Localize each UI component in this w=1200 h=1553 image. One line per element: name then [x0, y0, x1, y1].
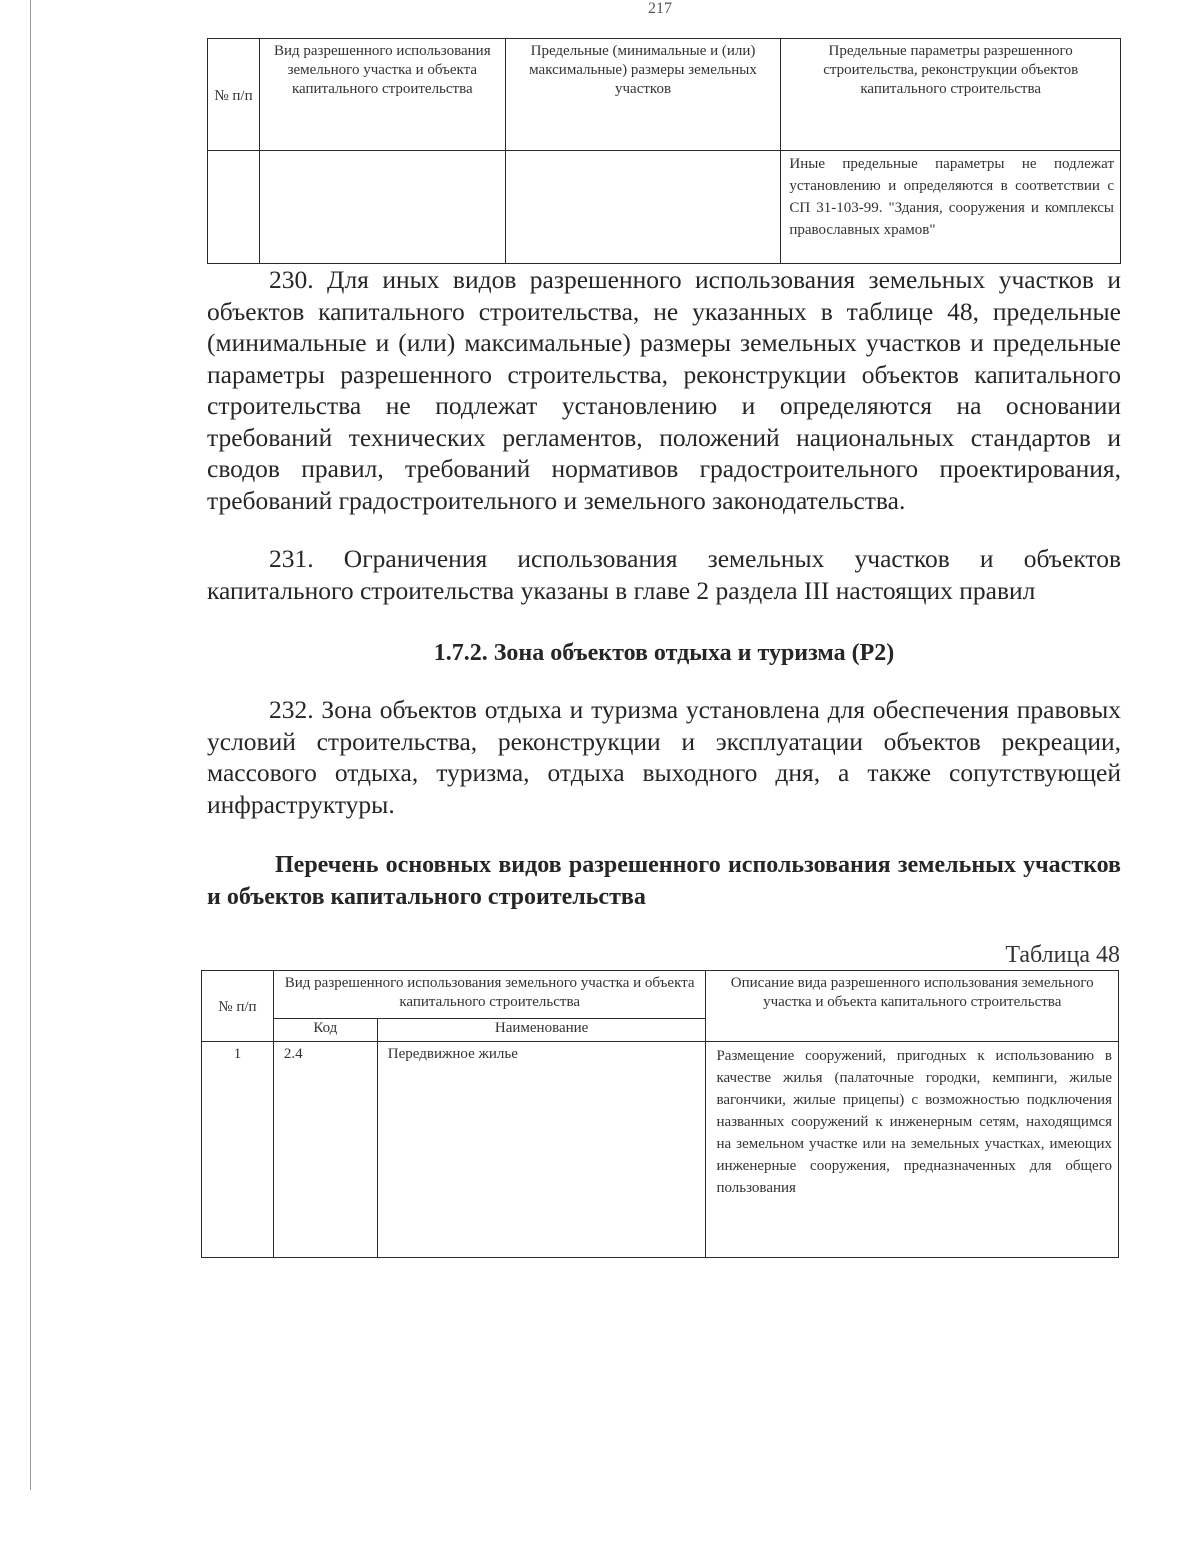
table-label: Таблица 48	[1005, 942, 1120, 968]
top-table-row	[208, 151, 1121, 264]
top-table	[207, 38, 1121, 264]
page-number: 217	[648, 0, 672, 17]
top-table-cell-num	[208, 151, 260, 264]
list-title: Перечень основных видов разрешенного использования земельных участков и объектов капитального строительства	[207, 852, 1121, 910]
paragraph-230: 230. Для иных видов разрешенного использования земельных участков и объектов капитального строительства, не указанных в таблице 48, предельные (минимальные и (или) максимальные) размеры земельных участков и предельные параметры разрешенного строительства, реконструкции объектов капитального строительства не подлежат установлению и определяются на основании требований технических регламентов, положений национальных стандартов и сводов правил, требований нормативов градостроительного проектирования, требований градостроительного и земельного законодательства.	[207, 265, 1121, 515]
table-48	[201, 970, 1119, 1258]
top-table-cell-plot-sizes	[505, 151, 781, 264]
table-48-header-name: Наименование	[377, 1019, 706, 1042]
table-48-header-num: № п/п	[202, 971, 274, 1042]
scan-edge-line	[30, 0, 31, 1490]
table-48-cell-name: Передвижное жилье	[377, 1042, 706, 1258]
top-table-header-build-params: Предельные параметры разрешенного строительства, реконструкции объектов капитального строительства	[781, 39, 1121, 151]
table-48-header-use-type: Вид разрешенного использования земельного участка и объекта капитального строительства	[273, 971, 706, 1019]
top-table-header-row	[208, 39, 1121, 151]
top-table-header-plot-sizes: Предельные (минимальные и (или) максимальные) размеры земельных участков	[505, 39, 781, 151]
top-table-cell-build-params: Иные предельные параметры не подлежат установлению и определяются в соответствии с СП 31-103-99. "Здания, сооружения и комплексы православных храмов"	[781, 151, 1121, 264]
paragraph-231: 231. Ограничения использования земельных участков и объектов капитального строительства указаны в главе 2 раздела III настоящих правил	[207, 544, 1121, 605]
table-48-cell-num: 1	[202, 1042, 274, 1258]
table-48-header-description: Описание вида разрешенного использования земельного участка и объекта капитального строительства	[706, 971, 1119, 1042]
paragraph-232: 232. Зона объектов отдыха и туризма установлена для обеспечения правовых условий строительства, реконструкции и эксплуатации объектов рекреации, массового отдыха, туризма, отдыха выходного дня, а также сопутствующей инфраструктуры.	[207, 695, 1121, 819]
table-row	[202, 1042, 1119, 1258]
table-48-cell-code: 2.4	[273, 1042, 377, 1258]
top-table-header-use-type: Вид разрешенного использования земельного участка и объекта капитального строительства	[259, 39, 505, 151]
section-heading: 1.7.2. Зона объектов отдыха и туризма (Р2)	[433, 640, 895, 666]
table-48-header-row-1	[202, 971, 1119, 1019]
top-table-cell-use-type	[259, 151, 505, 264]
table-48-header-code: Код	[273, 1019, 377, 1042]
table-48-cell-description: Размещение сооружений, пригодных к использованию в качестве жилья (палаточные городки, кемпинги, жилые вагончики, жилые прицепы) с возможностью подключения названных сооружений к инженерным сетям, находящимся на земельном участке или на земельных участках, имеющих инженерные сооружения, предназначенных для общего пользования	[706, 1042, 1119, 1258]
top-table-header-num: № п/п	[208, 39, 260, 151]
